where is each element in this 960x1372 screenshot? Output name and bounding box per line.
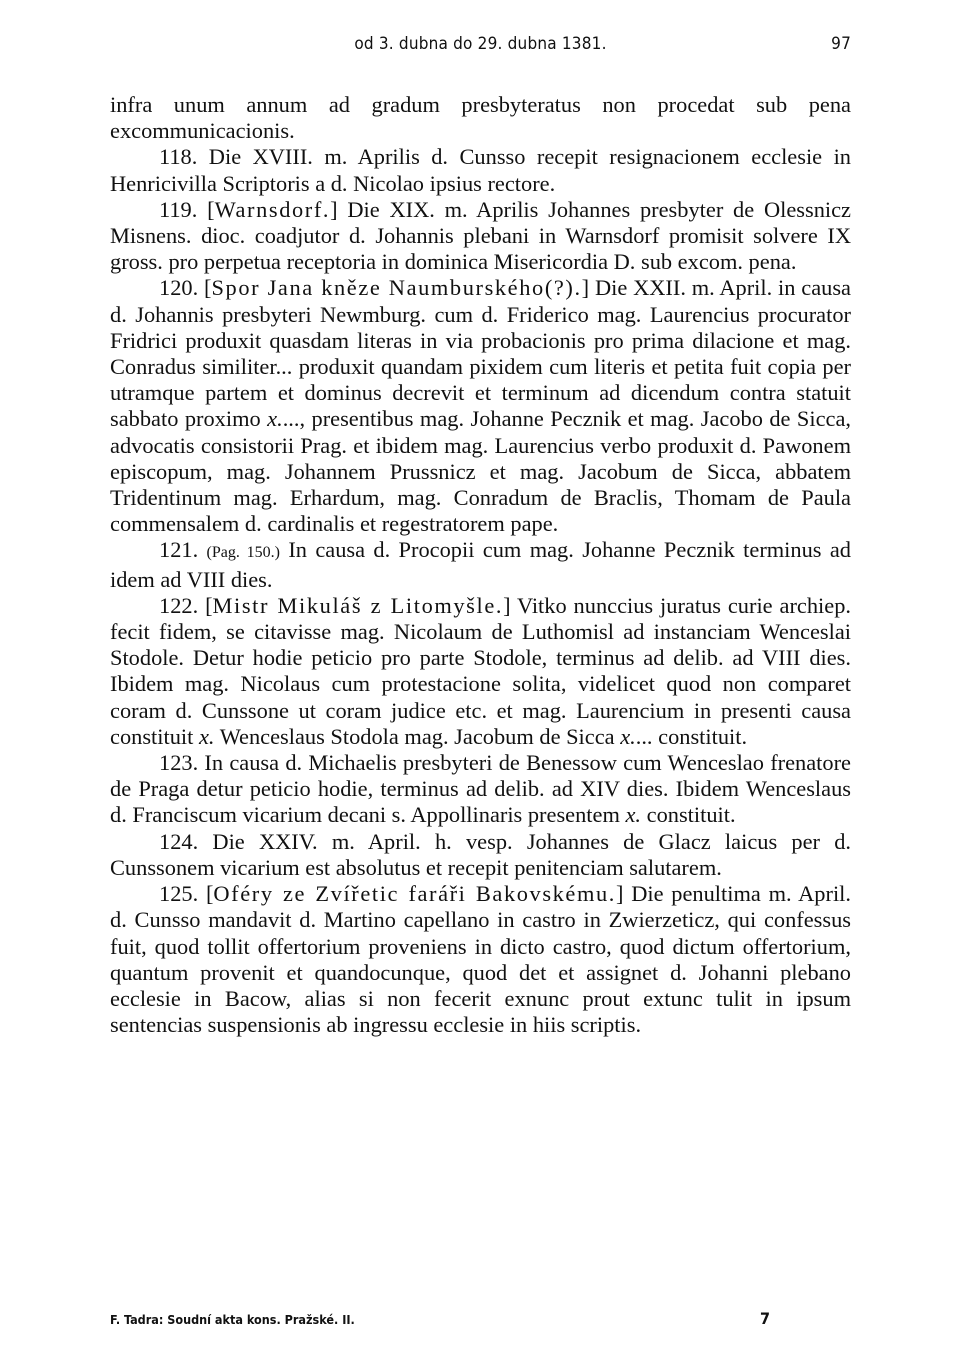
running-title: od 3. dubna do 29. dubna 1381. (354, 34, 607, 54)
entry-119: 119. [Warnsdorf.] Die XIX. m. Aprilis Johannes presbyter de Olessnicz Misnens. dioc. coadjutor d. Johannis plebani in Warnsdorf promisit solvere IX gross. pro perpetua receptoria in dominica Misericordia D. sub excom. pena. (110, 196, 851, 275)
editorial-heading: Mistr Mikuláš z Litomyšle. (212, 592, 504, 618)
source-citation: F. Tadra: Soudní akta kons. Pražské. II. (110, 1312, 355, 1327)
page-number: 97 (831, 34, 851, 54)
entry-125: 125. [Oféry ze Zvířetic faráři Bakovskému.] Die penultima m. April. d. Cunsso mandavit d. Martino capellano in castro in Zwierzeticz, qui confessus fuit, quod tollit offertorium proveniens in dicto castro, quod dictum offertorium, quantum provenit et quandocunque, quod det et assignet d. Johanni plebano ecclesie in Bacow, alias si non fecerit exnunc prout extunc tulit in ipsum sentencias suspensionis ab ingressu ecclesie in hiis scriptis. (110, 881, 851, 1038)
page-header (110, 34, 851, 60)
page-reference: (Pag. 150.) (206, 544, 280, 562)
abbreviation-mark: x. (267, 406, 283, 432)
entry-120: 120. [Spor Jana kněze Naumburského(?).] Die XXII. m. April. in causa d. Johannis presbyteri Newmburg. cum d. Friderico mag. Laurencius procurator Fridrici produxit quasdam literas in via probacionis pro prima dilacione et mag. Conradus similiter... produxit quandam pixidem cum literis et petita fuit copia per utramque partem et dominus decrevit et terminum ad dicendum contra statuit sabbato proximo x...., presentibus mag. Johanne Pecznik et mag. Jacobo de Sicca, advocatis consistorii Prag. et ibidem mag. Laurencius verbo produxit d. Pawonem episcopum, mag. Johannem Prussnicz et mag. Jacobum de Sicca, abbatem Tridentinum mag. Erhardum, mag. Conradum de Braclis, Thomam de Paula commensalem d. cardinalis et regestratorem pape. (110, 275, 852, 537)
entry-118: 118. Die XVIII. m. Aprilis d. Cunsso recepit resignacionem ecclesie in Henricivilla Scriptoris a d. Nicolao ipsius rectore. (110, 144, 851, 196)
editorial-heading: Oféry ze Zvířetic faráři Bakovskému. (213, 881, 616, 907)
abbreviation-mark: x. (620, 723, 636, 749)
entry-123: 123. In causa d. Michaelis presbyteri de Benessow cum Wenceslao frenatore de Praga detur peticio hodie, terminus ad delib. ad XIV dies. Ibidem Wenceslaus d. Franciscum vicarium decani s. Appollinaris presentem x. constituit. (110, 750, 851, 828)
entry-122: 122. [Mistr Mikuláš z Litomyšle.] Vitko nunccius juratus curie archiep. fecit fidem, se citavisse mag. Nicolaum de Luthomisl ad instanciam Wenceslai Stodole. Detur hodie peticio pro parte Stodole, terminus ad delib. ad VIII dies. Ibidem mag. Nicolaus cum protestacione solita, videlicet quod non comparet coram d. Cunssone ut coram judice etc. et mag. Laurencium in presenti causa constituit x. Wenceslaus Stodola mag. Jacobum de Sicca x.... constituit. (110, 592, 851, 749)
editorial-heading: Spor Jana kněze Naumburského(?). (211, 275, 582, 301)
page-footer (110, 1309, 770, 1336)
abbreviation-mark: x. (625, 802, 642, 828)
editorial-heading: Warnsdorf. (214, 196, 331, 222)
entry-124: 124. Die XXIV. m. April. h. vesp. Johannes de Glacz laicus per d. Cunssonem vicarium est absolutus et recepit penitenciam salutarem. (110, 828, 851, 880)
abbreviation-mark: x. (198, 723, 215, 749)
entry-121: 121. (Pag. 150.) In causa d. Procopii cum mag. Johanne Pecznik terminus ad idem ad VIII dies. (110, 537, 852, 592)
paragraph-continuation: infra unum annum ad gradum presbyteratus non procedat sub pena excommunicacionis. (110, 92, 851, 144)
main-text (110, 92, 851, 1038)
signature-mark: 7 (759, 1309, 770, 1328)
